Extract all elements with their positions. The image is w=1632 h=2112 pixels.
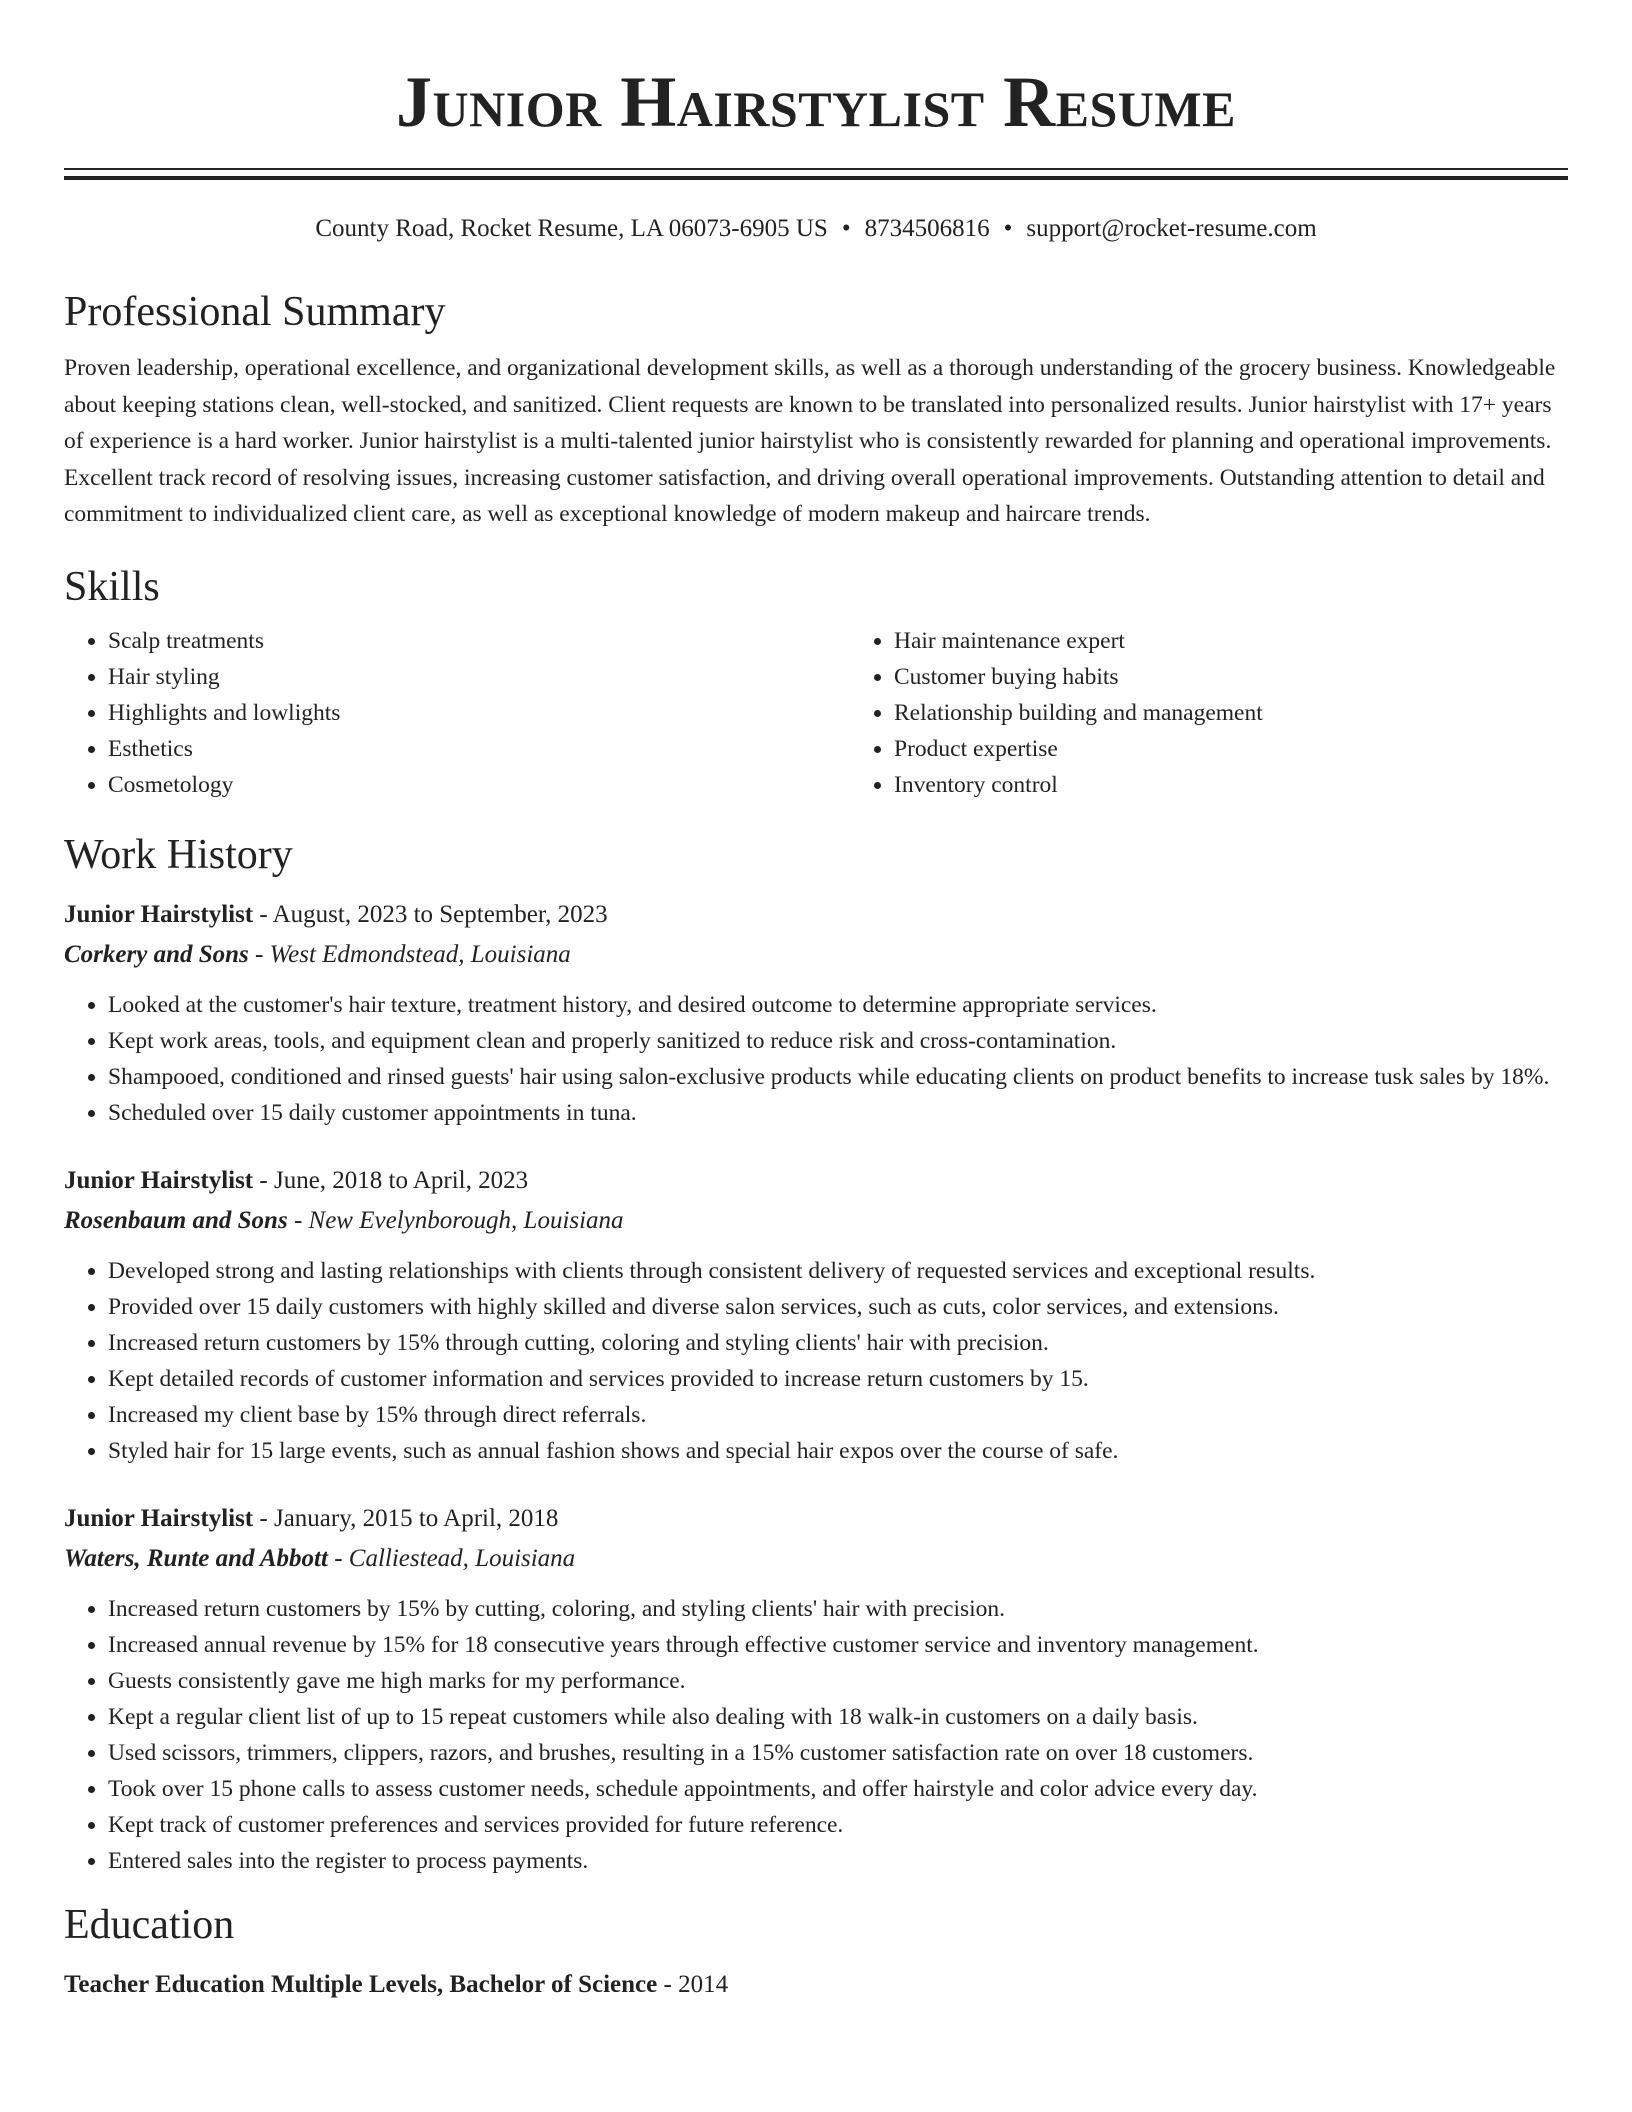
education-entry: Teacher Education Multiple Levels, Bachelor of Science - 2014 bbox=[64, 1970, 729, 1998]
title-rule-thick bbox=[64, 176, 1568, 180]
job-bullet: • Provided over 15 daily customers with highly skilled and diverse salon services, such as cuts, color services, and extensions. bbox=[108, 1289, 1568, 1325]
job-entry bbox=[64, 895, 1568, 1131]
resume-title: Junior Hairstylist Resume bbox=[396, 62, 1236, 142]
work-history-heading: Work History bbox=[64, 831, 293, 878]
education-heading: Education bbox=[64, 1901, 235, 1948]
contact-address: County Road, Rocket Resume, LA 06073-6905 US bbox=[315, 215, 828, 242]
job-bullets bbox=[64, 1591, 1568, 1879]
job-bullet: • Kept work areas, tools, and equipment clean and properly sanitized to reduce risk and cross-contamination. bbox=[108, 1023, 1568, 1059]
title-rule-thin bbox=[64, 168, 1568, 170]
contact-phone: 8734506816 bbox=[864, 215, 990, 242]
job-bullet: • Took over 15 phone calls to assess customer needs, schedule appointments, and offer hairstyle and color advice every day. bbox=[108, 1771, 1568, 1807]
skill-item: • Inventory control bbox=[894, 767, 1632, 803]
skill-item: • Customer buying habits bbox=[894, 659, 1632, 695]
job-location: West Edmondstead, Louisiana bbox=[269, 940, 571, 968]
job-title-line: Junior Hairstylist - June, 2018 to April, 2023 bbox=[64, 1166, 529, 1194]
job-company: Corkery and Sons bbox=[64, 940, 249, 968]
job-entry bbox=[64, 1161, 1568, 1469]
job-title-line: Junior Hairstylist - August, 2023 to September, 2023 bbox=[64, 900, 608, 928]
job-role: Junior Hairstylist bbox=[64, 900, 254, 928]
job-location: New Evelynborough, Louisiana bbox=[308, 1206, 624, 1234]
contact-line bbox=[64, 212, 1568, 246]
skill-item: • Cosmetology bbox=[108, 767, 850, 803]
job-company-line: Waters, Runte and Abbott - Calliestead, Louisiana bbox=[64, 1544, 576, 1572]
education-year: 2014 bbox=[678, 1970, 729, 1998]
job-role: Junior Hairstylist bbox=[64, 1504, 254, 1532]
contact-email: support@rocket-resume.com bbox=[1026, 215, 1317, 242]
skills-heading: Skills bbox=[64, 563, 160, 610]
job-dates: August, 2023 to September, 2023 bbox=[272, 900, 608, 928]
skill-item: • Product expertise bbox=[894, 731, 1632, 767]
job-company: Waters, Runte and Abbott bbox=[64, 1544, 328, 1572]
skill-item: • Hair styling bbox=[108, 659, 850, 695]
job-dates: January, 2015 to April, 2018 bbox=[273, 1504, 559, 1532]
job-bullets bbox=[64, 1253, 1568, 1469]
contact-separator: • bbox=[1003, 215, 1013, 242]
job-bullets bbox=[64, 987, 1568, 1131]
job-company-line: Corkery and Sons - West Edmondstead, Louisiana bbox=[64, 940, 571, 968]
job-entry bbox=[64, 1499, 1568, 1879]
contact-separator: • bbox=[841, 215, 851, 242]
job-title-line: Junior Hairstylist - January, 2015 to April, 2018 bbox=[64, 1504, 559, 1532]
job-bullet: • Increased return customers by 15% by cutting, coloring, and styling clients' hair with precision. bbox=[108, 1591, 1568, 1627]
job-location: Calliestead, Louisiana bbox=[348, 1544, 576, 1572]
job-bullet: • Increased my client base by 15% through direct referrals. bbox=[108, 1397, 1568, 1433]
job-bullet: • Developed strong and lasting relationships with clients through consistent delivery of requested services and exceptional results. bbox=[108, 1253, 1568, 1289]
job-bullet: • Styled hair for 15 large events, such as annual fashion shows and special hair expos over the course of safe. bbox=[108, 1433, 1568, 1469]
job-bullet: • Increased return customers by 15% through cutting, coloring and styling clients' hair with precision. bbox=[108, 1325, 1568, 1361]
job-bullet: • Kept a regular client list of up to 15 repeat customers while also dealing with 18 walk-in customers on a daily basis. bbox=[108, 1699, 1568, 1735]
job-bullet: • Kept detailed records of customer information and services provided to increase return customers by 15. bbox=[108, 1361, 1568, 1397]
skills-columns bbox=[64, 623, 1568, 803]
job-bullet: • Shampooed, conditioned and rinsed guests' hair using salon-exclusive products while educating clients on product benefits to increase tusk sales by 18%. bbox=[108, 1059, 1568, 1095]
education-school: Teacher Education Multiple Levels, Bachelor of Science bbox=[64, 1970, 658, 1998]
skill-item: • Highlights and lowlights bbox=[108, 695, 850, 731]
skill-item: • Scalp treatments bbox=[108, 623, 850, 659]
job-bullet: • Guests consistently gave me high marks for my performance. bbox=[108, 1663, 1568, 1699]
skill-item: • Esthetics bbox=[108, 731, 850, 767]
job-bullet: • Entered sales into the register to process payments. bbox=[108, 1843, 1568, 1879]
job-bullet: • Used scissors, trimmers, clippers, razors, and brushes, resulting in a 15% customer satisfaction rate on over 18 customers. bbox=[108, 1735, 1568, 1771]
summary-text: Proven leadership, operational excellence, and organizational development skills, as well as a thorough understanding of the grocery business. Knowledgeable about keeping stations clean, well-stocked, and sanitized. Client requests are known to be translated into personalized results. Junior hairstylist with 17+ years of experience is a hard worker. Junior hairstylist is a multi-talented junior hairstylist who is consistently rewarded for planning and operational improvements. Excellent track record of resolving issues, increasing customer satisfaction, and driving overall operational improvements. Outstanding attention to detail and commitment to individualized client care, as well as exceptional knowledge of modern makeup and haircare trends. bbox=[64, 355, 1556, 527]
job-bullet: • Kept track of customer preferences and services provided for future reference. bbox=[108, 1807, 1568, 1843]
skills-list-right bbox=[850, 623, 1632, 803]
job-bullet: • Increased annual revenue by 15% for 18 consecutive years through effective customer service and inventory management. bbox=[108, 1627, 1568, 1663]
job-bullet: • Scheduled over 15 daily customer appointments in tuna. bbox=[108, 1095, 1568, 1131]
job-dates: June, 2018 to April, 2023 bbox=[273, 1166, 529, 1194]
skills-list-left bbox=[64, 623, 850, 803]
summary-heading: Professional Summary bbox=[64, 289, 446, 335]
skill-item: • Relationship building and management bbox=[894, 695, 1632, 731]
job-company-line: Rosenbaum and Sons - New Evelynborough, Louisiana bbox=[64, 1206, 624, 1234]
skill-item: • Hair maintenance expert bbox=[894, 623, 1632, 659]
job-role: Junior Hairstylist bbox=[64, 1166, 254, 1194]
resume-page bbox=[64, 0, 1568, 2005]
job-bullet: • Looked at the customer's hair texture, treatment history, and desired outcome to determine appropriate services. bbox=[108, 987, 1568, 1023]
job-company: Rosenbaum and Sons bbox=[64, 1206, 288, 1234]
